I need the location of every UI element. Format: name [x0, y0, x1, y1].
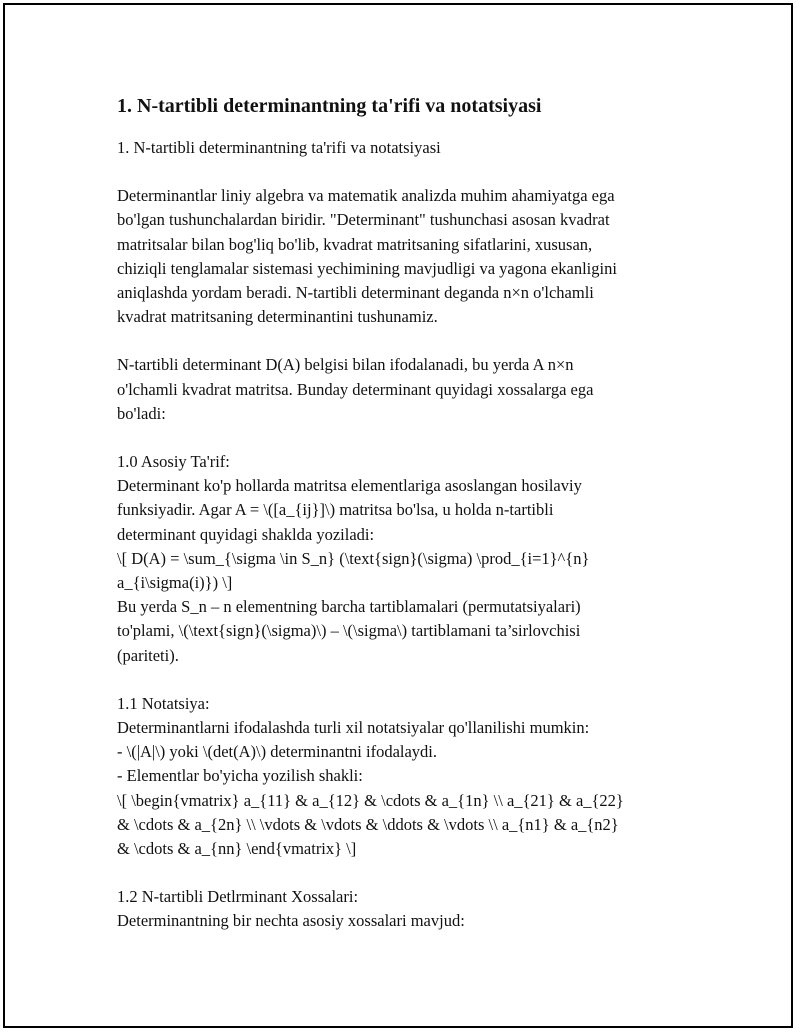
text-line: o'lchamli kvadrat matritsa. Bunday determinant quyidagi xossalarga ega [117, 379, 594, 399]
text-line: a_{i\sigma(i)}) \] [117, 573, 233, 593]
paragraph [117, 353, 687, 426]
text-line: Determinant ko'p hollarda matritsa elementlariga asoslangan hosilaviy [117, 476, 582, 496]
text-line: & \cdots & a_{2n} \\ \vdots & \vdots & \ddots & \vdots \\ a_{n1} & a_{n2} [117, 814, 619, 834]
text-line: chiziqli tenglamalar sistemasi yechimining mavjudligi va yagona ekanligini [117, 258, 617, 278]
text-line: 1. N-tartibli determinantning ta'rifi va notatsiyasi [117, 138, 441, 157]
text-line: bo'lgan tushunchalardan biridir. "Determinant" tushunchasi asosan kvadrat [117, 210, 610, 230]
text-line: 1.2 N-tartibli Detlrminant Xossalari: [117, 887, 359, 907]
paragraph [117, 692, 687, 861]
text-line: bo'ladi: [117, 403, 166, 423]
text-line: \[ D(A) = \sum_{\sigma \in S_n} (\text{sign}(\sigma) \prod_{i=1}^{n} [117, 548, 590, 568]
text-line: determinant quyidagi shaklda yoziladi: [117, 524, 375, 544]
document-heading: 1. N-tartibli determinantning ta'rifi va notatsiyasi [117, 95, 542, 117]
text-line: aniqlashda yordam beradi. N-tartibli determinant deganda n×n o'lchamli [117, 283, 594, 303]
text-line: 1.1 Notatsiya: [117, 693, 210, 713]
text-line: funksiyadir. Agar A = \([a_{ij}]\) matritsa bo'lsa, u holda n-tartibli [117, 500, 554, 520]
paragraph [117, 885, 687, 933]
text-line: to'plami, \(\text{sign}(\sigma)\) – \(\sigma\) tartiblamani ta’sirlovchisi [117, 621, 581, 641]
paragraph [117, 184, 687, 329]
text-line: Determinantlar liniy algebra va matematik analizda muhim ahamiyatga ega [117, 186, 615, 206]
text-line: 1.0 Asosiy Ta'rif: [117, 452, 230, 472]
text-line: Bu yerda S_n – n elementning barcha tartiblamalari (permutatsiyalari) [117, 597, 581, 617]
text-line: (pariteti). [117, 645, 179, 665]
paragraph-container [117, 136, 687, 934]
text-line: Determinantning bir nechta asosiy xossalari mavjud: [117, 911, 465, 931]
text-line: N-tartibli determinant D(A) belgisi bilan ifodalanadi, bu yerda A n×n [117, 355, 574, 375]
paragraph [117, 450, 687, 668]
text-line: \[ \begin{vmatrix} a_{11} & a_{12} & \cdots & a_{1n} \\ a_{21} & a_{22} [117, 790, 624, 810]
text-line: - \(|A|\) yoki \(det(A)\) determinantni ifodalaydi. [117, 742, 438, 762]
text-line: - Elementlar bo'yicha yozilish shakli: [117, 766, 363, 786]
document-body [117, 92, 687, 958]
text-line: & \cdots & a_{nn} \end{vmatrix} \] [117, 839, 357, 859]
text-line: Determinantlarni ifodalashda turli xil notatsiyalar qo'llanilishi mumkin: [117, 718, 590, 738]
text-line: matritsalar bilan bog'liq bo'lib, kvadrat matritsaning sifatlarini, xususan, [117, 234, 593, 254]
paragraph [117, 136, 687, 160]
text-line: kvadrat matritsaning determinantini tushunamiz. [117, 307, 438, 327]
